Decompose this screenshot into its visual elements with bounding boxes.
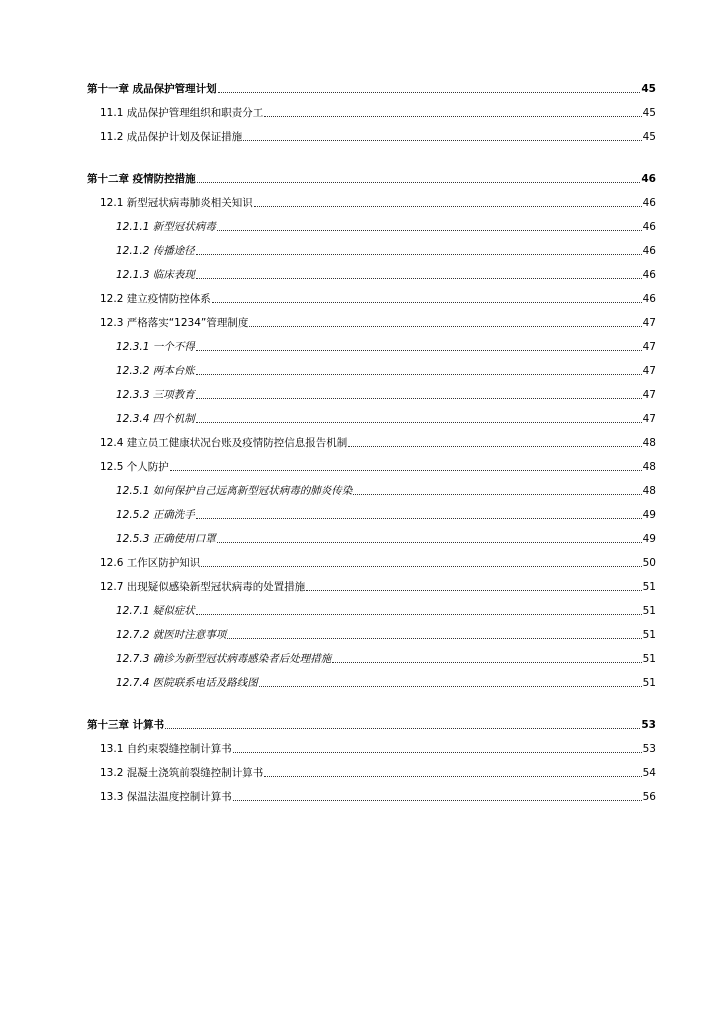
toc-entry-12-5[interactable]	[87, 456, 656, 474]
toc-entry-page: 51	[642, 605, 656, 617]
toc-entry-page: 45	[641, 83, 656, 95]
toc-entry-title: 12.1 新型冠状病毒肺炎相关知识	[100, 197, 253, 209]
toc-dot-leader	[227, 637, 641, 639]
toc-entry-title: 12.5.1 如何保护自己远离新型冠状病毒的肺炎传染	[116, 485, 353, 497]
toc-entry-page: 47	[642, 365, 656, 377]
toc-entry-chapter-11[interactable]	[87, 78, 656, 96]
toc-entry-11-1[interactable]	[87, 102, 656, 120]
toc-entry-page: 45	[642, 131, 656, 143]
toc-entry-13-2[interactable]	[87, 762, 656, 780]
toc-dot-leader	[218, 91, 641, 93]
toc-dot-leader	[196, 373, 642, 375]
toc-entry-12-1-3[interactable]	[87, 264, 656, 282]
toc-entry-12-6[interactable]	[87, 552, 656, 570]
toc-entry-title: 13.2 混凝土浇筑前裂缝控制计算书	[100, 767, 264, 779]
toc-entry-title: 12.1.3 临床表现	[116, 269, 195, 281]
toc-entry-chapter-12[interactable]	[87, 168, 656, 186]
toc-entry-page: 46	[642, 269, 656, 281]
toc-dot-leader	[254, 205, 642, 207]
toc-entry-page: 46	[642, 293, 656, 305]
toc-entry-12-5-3[interactable]	[87, 528, 656, 546]
toc-entry-title: 12.7.4 医院联系电话及路线图	[116, 677, 258, 689]
toc-dot-leader	[212, 301, 642, 303]
toc-entry-page: 45	[642, 107, 656, 119]
toc-entry-11-2[interactable]	[87, 126, 656, 144]
toc-dot-leader	[196, 613, 642, 615]
toc-dot-leader	[170, 469, 642, 471]
toc-dot-leader	[243, 139, 641, 141]
toc-entry-title: 12.3.3 三项教育	[116, 389, 195, 401]
toc-entry-page: 53	[641, 719, 656, 731]
toc-entry-title: 12.1.2 传播途径	[116, 245, 195, 257]
toc-entry-title: 12.7.3 确诊为新型冠状病毒感染者后处理措施	[116, 653, 332, 665]
toc-dot-leader	[201, 565, 641, 567]
toc-entry-12-1[interactable]	[87, 192, 656, 210]
toc-dot-leader	[353, 493, 641, 495]
toc-dot-leader	[196, 421, 642, 423]
toc-entry-chapter-13[interactable]	[87, 714, 656, 732]
toc-entry-title: 13.3 保温法温度控制计算书	[100, 791, 232, 803]
toc-dot-leader	[197, 181, 641, 183]
toc-dot-leader	[196, 277, 642, 279]
toc-entry-12-3-4[interactable]	[87, 408, 656, 426]
toc-dot-leader	[196, 397, 642, 399]
toc-dot-leader	[165, 727, 640, 729]
toc-entry-page: 47	[642, 389, 656, 401]
toc-entry-page: 48	[642, 461, 656, 473]
toc-entry-title: 第十三章 计算书	[87, 719, 165, 731]
toc-entry-title: 12.3.4 四个机制	[116, 413, 195, 425]
toc-entry-12-7[interactable]	[87, 576, 656, 594]
toc-entry-title: 12.6 工作区防护知识	[100, 557, 201, 569]
toc-entry-title: 第十一章 成品保护管理计划	[87, 83, 217, 95]
toc-entry-page: 49	[642, 533, 656, 545]
toc-entry-12-7-2[interactable]	[87, 624, 656, 642]
toc-entry-page: 54	[642, 767, 656, 779]
toc-entry-12-5-1[interactable]	[87, 480, 656, 498]
toc-entry-title: 12.1.1 新型冠状病毒	[116, 221, 216, 233]
toc-entry-12-7-4[interactable]	[87, 672, 656, 690]
toc-entry-12-1-2[interactable]	[87, 240, 656, 258]
toc-entry-title: 11.1 成品保护管理组织和职责分工	[100, 107, 264, 119]
toc-entry-page: 51	[642, 677, 656, 689]
toc-entry-page: 50	[642, 557, 656, 569]
toc-entry-12-2[interactable]	[87, 288, 656, 306]
toc-dot-leader	[196, 253, 642, 255]
toc-dot-leader	[233, 799, 642, 801]
toc-entry-page: 47	[642, 413, 656, 425]
toc-entry-page: 48	[642, 437, 656, 449]
toc-entry-title: 12.3.1 一个不得	[116, 341, 195, 353]
toc-dot-leader	[249, 325, 641, 327]
toc-entry-title: 12.5 个人防护	[100, 461, 169, 473]
toc-entry-title: 12.3 严格落实“1234”管理制度	[100, 317, 249, 329]
toc-entry-title: 12.7.1 疑似症状	[116, 605, 195, 617]
toc-dot-leader	[264, 775, 641, 777]
toc-entry-page: 51	[642, 653, 656, 665]
toc-entry-13-1[interactable]	[87, 738, 656, 756]
toc-entry-12-3-1[interactable]	[87, 336, 656, 354]
toc-entry-page: 49	[642, 509, 656, 521]
toc-entry-13-3[interactable]	[87, 786, 656, 804]
toc-entry-page: 56	[642, 791, 656, 803]
toc-entry-title: 11.2 成品保护计划及保证措施	[100, 131, 243, 143]
toc-entry-title: 12.7 出现疑似感染新型冠状病毒的处置措施	[100, 581, 306, 593]
toc-dot-leader	[217, 541, 642, 543]
toc-entry-title: 12.7.2 就医时注意事项	[116, 629, 227, 641]
toc-entry-12-3[interactable]	[87, 312, 656, 330]
toc-entry-12-3-2[interactable]	[87, 360, 656, 378]
toc-entry-page: 48	[642, 485, 656, 497]
toc-dot-leader	[348, 445, 641, 447]
toc-entry-title: 12.5.2 正确洗手	[116, 509, 195, 521]
toc-entry-page: 46	[642, 245, 656, 257]
toc-dot-leader	[264, 115, 641, 117]
toc-dot-leader	[233, 751, 642, 753]
toc-dot-leader	[259, 685, 642, 687]
toc-entry-title: 12.4 建立员工健康状况台账及疫情防控信息报告机制	[100, 437, 348, 449]
toc-entry-title: 12.2 建立疫情防控体系	[100, 293, 211, 305]
toc-dot-leader	[306, 589, 641, 591]
toc-entry-page: 46	[642, 197, 656, 209]
toc-entry-title: 第十二章 疫情防控措施	[87, 173, 196, 185]
toc-entry-page: 51	[642, 629, 656, 641]
toc-entry-12-1-1[interactable]	[87, 216, 656, 234]
toc-entry-12-7-3[interactable]	[87, 648, 656, 666]
toc-dot-leader	[217, 229, 642, 231]
toc-dot-leader	[196, 517, 642, 519]
toc-entry-12-7-1[interactable]	[87, 600, 656, 618]
toc-entry-12-3-3[interactable]	[87, 384, 656, 402]
toc-entry-page: 47	[642, 317, 656, 329]
toc-entry-page: 51	[642, 581, 656, 593]
toc-entry-title: 13.1 自约束裂缝控制计算书	[100, 743, 232, 755]
toc-entry-page: 46	[641, 173, 656, 185]
toc-entry-page: 46	[642, 221, 656, 233]
toc-entry-12-5-2[interactable]	[87, 504, 656, 522]
toc-dot-leader	[332, 661, 641, 663]
toc-entry-12-4[interactable]	[87, 432, 656, 450]
toc-dot-leader	[196, 349, 642, 351]
toc-entry-title: 12.5.3 正确使用口罩	[116, 533, 216, 545]
toc-entry-title: 12.3.2 两本台账	[116, 365, 195, 377]
toc-entry-page: 53	[642, 743, 656, 755]
toc-entry-page: 47	[642, 341, 656, 353]
